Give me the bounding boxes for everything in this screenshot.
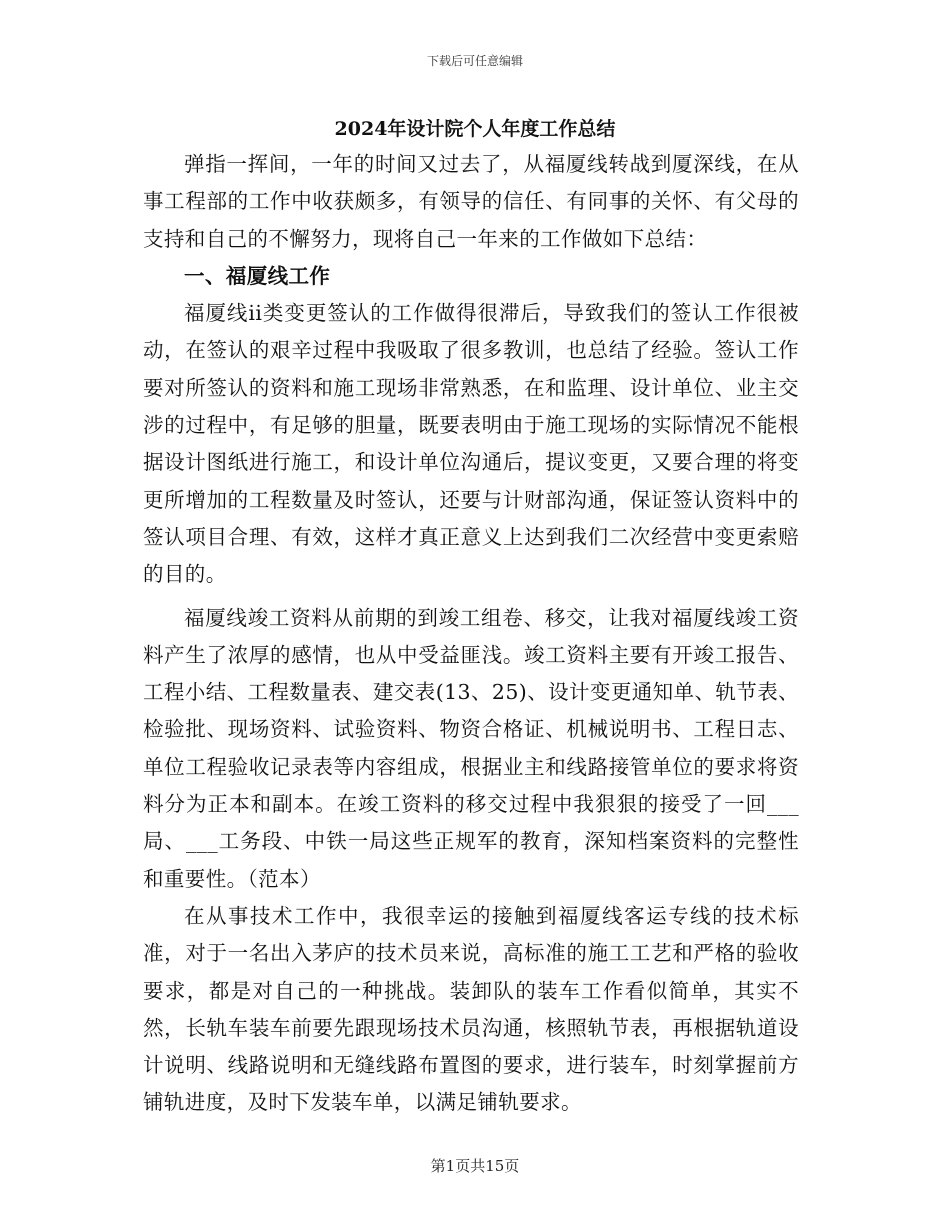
body-paragraph: 福厦线竣工资料从前期的到竣工组卷、移交，让我对福厦线竣工资料产生了浓厚的感情，也从中受益匪浅。竣工资料主要有开竣工报告、工程小结、工程数量表、建交表(13、25)、设计变更通知单、轨节表、检验批、现场资料、试验资料、物资合格证、机械说明书、工程日志、单位工程验收记录表等内容组成，根据业主和线路接管单位的要求将资料分为正本和副本。在竣工资料的移交过程中我狠狠的接受了一回___局、___工务段、中铁一局这些正规军的教育，深知档案资料的完整性和重要性。（范本） xyxy=(143,605,799,891)
document-body xyxy=(143,146,799,1122)
body-paragraph: 在从事技术工作中，我很幸运的接触到福厦线客运专线的技术标准，对于一名出入茅庐的技术员来说，高标准的施工工艺和严格的验收要求，都是对自己的一种挑战。装卸队的装车工作看似简单，其实不然，长轨车装车前要先跟现场技术员沟通，核照轨节表，再根据轨道设计说明、线路说明和无缝线路布置图的要求，进行装车，时刻掌握前方铺轨进度，及时下发装车单，以满足铺轨要求。 xyxy=(143,903,799,1115)
page-indicator: 第1页共15页 xyxy=(430,1157,520,1175)
intro-paragraph: 弹指一挥间，一年的时间又过去了，从福厦线转战到厦深线，在从事工程部的工作中收获颇多，有领导的信任、有同事的关怀、有父母的支持和自己的不懈努力，现将自己一年来的工作做如下总结： xyxy=(143,152,799,251)
document-title: 2024年设计院个人年度工作总结 xyxy=(334,118,616,140)
body-paragraph: 福厦线ii类变更签认的工作做得很滞后，导致我们的签认工作很被动，在签认的艰辛过程中我吸取了很多教训，也总结了经验。签认工作要对所签认的资料和施工现场非常熟悉，在和监理、设计单位、业主交涉的过程中，有足够的胆量，既要表明由于施工现场的实际情况不能根据设计图纸进行施工，和设计单位沟通后，提议变更，又要合理的将变更所增加的工程数量及时签认，还要与计财部沟通，保证签认资料中的签认项目合理、有效，这样才真正意义上达到我们二次经营中变更索赔的目的。 xyxy=(143,301,799,587)
section-heading: 一、福厦线工作 xyxy=(184,263,331,288)
header-note: 下载后可任意编辑 xyxy=(426,54,523,68)
